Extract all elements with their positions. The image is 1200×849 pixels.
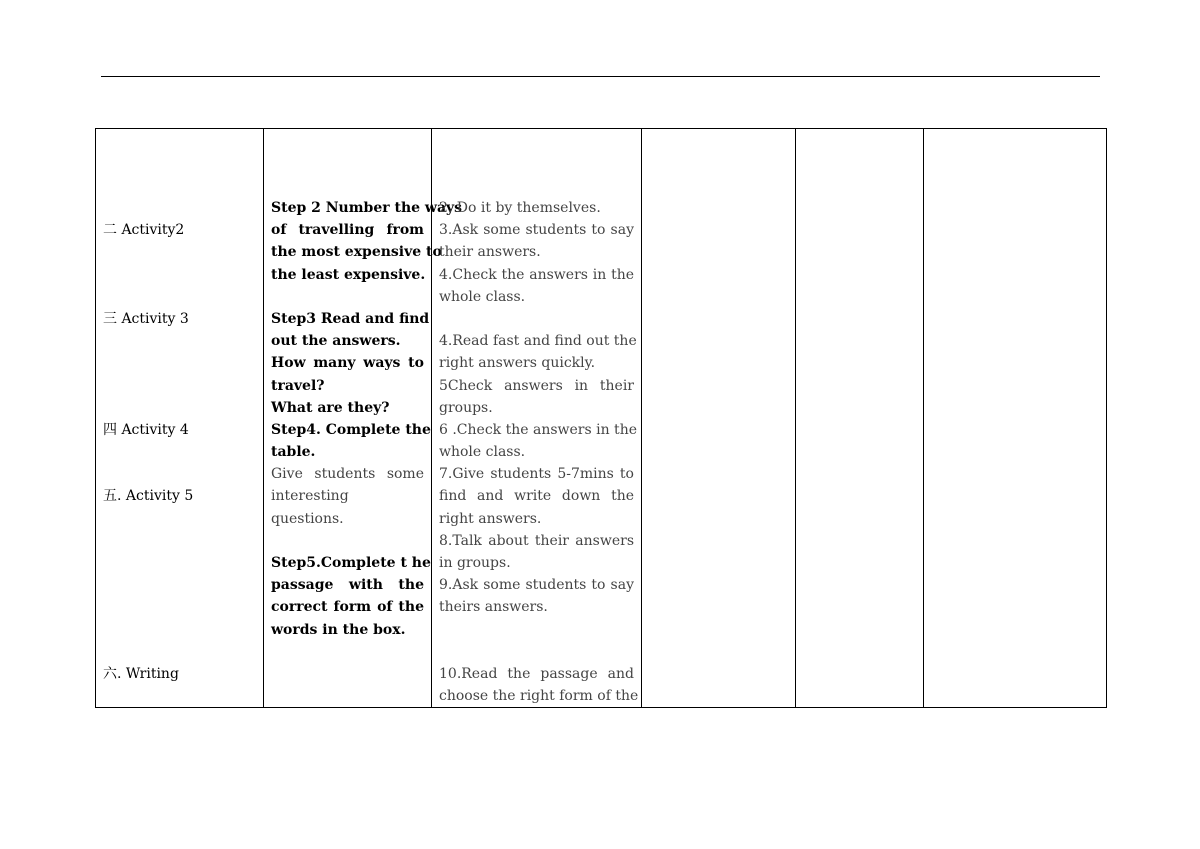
step5-line: words in the box. <box>271 621 406 638</box>
step2-line: Step 2 Number the ways <box>271 200 463 216</box>
student-activity-line: groups. <box>439 399 493 416</box>
student-activity-line: whole class. <box>439 444 526 461</box>
student-activity-line <box>439 641 634 663</box>
student-activity-line: in groups. <box>439 555 511 571</box>
stage-column <box>96 129 264 708</box>
student-activity-line: right answers. <box>439 510 542 527</box>
step3-line: travel? <box>271 377 325 394</box>
step2-line: the most expensive to <box>271 244 442 261</box>
student-activity-line: 9.Ask some students to say <box>439 577 634 594</box>
student-activity-line: right answers quickly. <box>439 355 596 372</box>
student-activity-line: choose the right form of the <box>439 688 639 705</box>
give-questions-line: interesting <box>271 488 349 505</box>
student-activity-line: find and write down the <box>439 488 634 505</box>
student-activity-line: 2. Do it by themselves. <box>439 200 601 216</box>
student-activity-line: 10.Read the passage and <box>439 665 634 682</box>
give-questions-line: questions. <box>271 510 344 527</box>
step4-line: table. <box>271 444 316 461</box>
step5-line: passage with the <box>271 577 424 594</box>
step5-line: Step5.Complete t he <box>271 555 431 571</box>
give-questions-line: Give students some <box>271 466 424 483</box>
empty-column-5 <box>796 129 924 708</box>
step5-line: correct form of the <box>271 599 424 616</box>
student-activity-line: 7.Give students 5-7mins to <box>439 466 634 483</box>
step3-line: What are they? <box>271 399 390 416</box>
step3-line: out the answers. <box>271 333 401 350</box>
header-rule <box>101 76 1100 77</box>
student-activity-line: 4.Read fast and find out the <box>439 333 637 350</box>
stage-activity-5: 五. Activity 5 <box>103 488 194 505</box>
student-activity-line: 5Check answers in their <box>439 377 634 394</box>
student-activity-line: their answers. <box>439 244 541 261</box>
student-activity-line: 8.Talk about their answers <box>439 532 634 549</box>
step2-line: the least expensive. <box>271 266 426 283</box>
student-activity-line: theirs answers. <box>439 599 548 616</box>
step3-line: How many ways to <box>271 355 424 372</box>
stage-activity-4: 四 Activity 4 <box>103 421 189 438</box>
step3-line: Step3 Read and find <box>271 310 430 327</box>
student-activity-line: 6 .Check the answers in the <box>439 421 637 438</box>
stage-activity-2: 二 Activity2 <box>103 222 185 239</box>
empty-column-6 <box>924 129 1107 708</box>
student-activity-line: 3.Ask some students to say <box>439 222 634 239</box>
student-activities-column <box>432 129 642 708</box>
lesson-plan-table <box>95 128 1107 708</box>
teacher-steps-column <box>264 129 463 708</box>
student-activity-line <box>439 619 634 641</box>
step4-line: Step4. Complete the <box>271 421 431 438</box>
student-activity-line <box>439 308 634 330</box>
student-activity-line: 4.Check the answers in the <box>439 266 634 283</box>
step2-line: of travelling from <box>271 222 424 239</box>
stage-activity-3: 三 Activity 3 <box>103 310 189 327</box>
student-activity-line: whole class. <box>439 288 526 305</box>
stage-writing: 六. Writing <box>103 665 179 682</box>
empty-column-4 <box>642 129 796 708</box>
